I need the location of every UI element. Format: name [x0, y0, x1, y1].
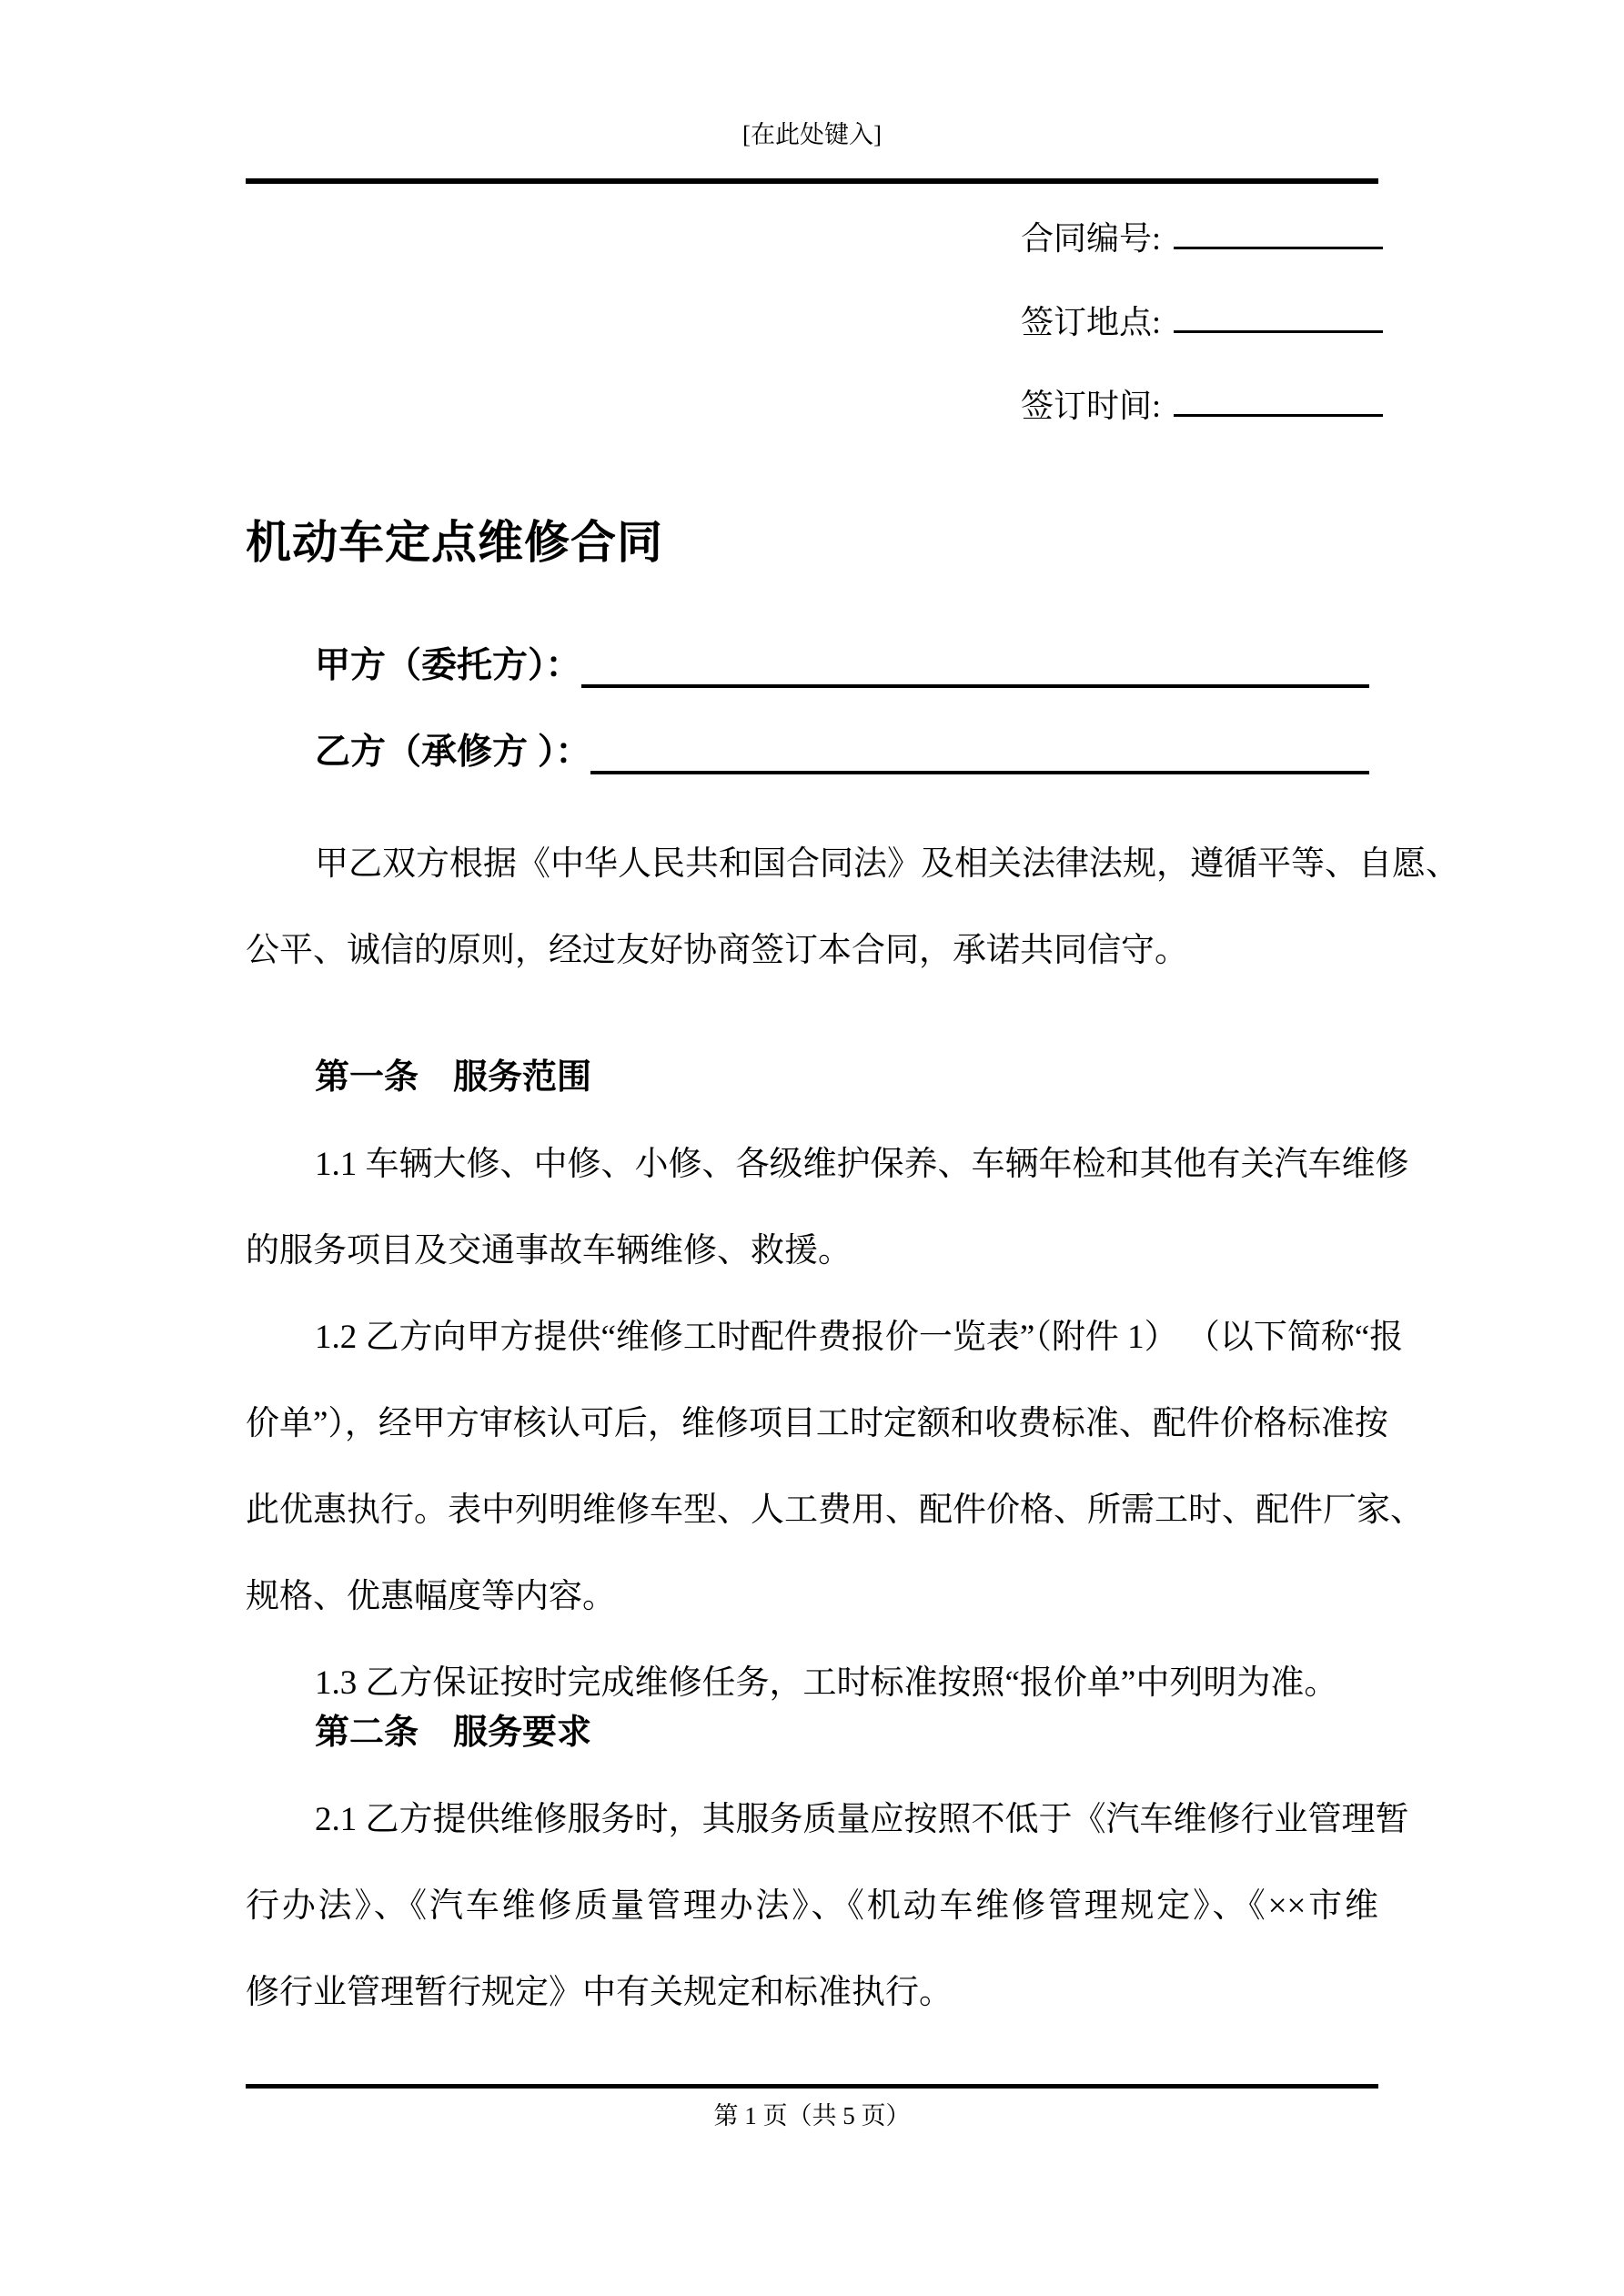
- party-b-label: 乙方（承修方 ）：: [315, 733, 591, 772]
- clause-1-2-line: 价单”），经甲方审核认可后，维修项目工时定额和收费标准、配件价格标准按: [246, 1405, 1388, 1442]
- party-b-blank[interactable]: [590, 731, 1369, 774]
- sign-time-row: [1021, 364, 1383, 448]
- sign-place-label: 签订地点:: [1020, 304, 1161, 340]
- sign-time-blank[interactable]: [1174, 383, 1383, 417]
- page-header: [246, 0, 1378, 184]
- contract-number-row: [1021, 197, 1383, 280]
- clause-1-1-line: 的服务项目及交通事故车辆维修、救援。: [246, 1232, 852, 1269]
- contract-number-blank[interactable]: [1174, 216, 1383, 249]
- party-a-row: [315, 644, 1369, 688]
- sign-place-blank[interactable]: [1174, 299, 1383, 333]
- page-number: 第 1 页（共 5 页）: [713, 2102, 911, 2129]
- intro-line: 公平、诚信的原则，经过友好协商签订本合同，承诺共同信守。: [246, 932, 1188, 969]
- party-b-row: [315, 731, 1369, 774]
- clause-2-1-line: 行办法》、《汽车维修质量管理办法》、《机动车维修管理规定》、《××市维: [246, 1887, 1378, 1925]
- header-type-here-placeholder[interactable]: [在此处键入]: [742, 121, 882, 148]
- article-1-heading: 第一条 服务范围: [315, 1058, 592, 1097]
- party-a-blank[interactable]: [581, 644, 1369, 688]
- article-2-heading: 第二条 服务要求: [315, 1714, 592, 1752]
- party-a-label: 甲方（委托方）：: [315, 646, 581, 685]
- footer-divider: [246, 2084, 1378, 2089]
- sign-time-label: 签订时间:: [1020, 388, 1161, 424]
- clause-2-1-line: 修行业管理暂行规定》中有关规定和标准执行。: [246, 1974, 953, 2011]
- clause-1-2-line: 1.2 乙方向甲方提供“维修工时配件费报价一览表”（附件 1） （以下简称“报: [315, 1319, 1404, 1356]
- clause-2-1-line: 2.1 乙方提供维修服务时，其服务质量应按照不低于《汽车维修行业管理暂: [315, 1801, 1409, 1838]
- contract-body: [246, 821, 1459, 2036]
- clause-1-3-line: 1.3 乙方保证按时完成维修任务，工时标准按照“报价单”中列明为准。: [315, 1664, 1338, 1702]
- clause-1-2-line: 此优惠执行。表中列明维修车型、人工费用、配件价格、所需工时、配件厂家、: [246, 1492, 1424, 1529]
- document-title: 机动车定点维修合同: [246, 517, 663, 568]
- clause-1-1-line: 1.1 车辆大修、中修、小修、各级维护保养、车辆年检和其他有关汽车维修: [315, 1146, 1409, 1183]
- contract-meta-block: [1021, 197, 1383, 448]
- intro-line: 甲乙双方根据《中华人民共和国合同法》及相关法律法规，遵循平等、自愿、: [315, 845, 1459, 883]
- clause-1-2-line: 规格、优惠幅度等内容。: [246, 1578, 616, 1615]
- contract-number-label: 合同编号:: [1020, 220, 1161, 257]
- sign-place-row: [1021, 280, 1383, 364]
